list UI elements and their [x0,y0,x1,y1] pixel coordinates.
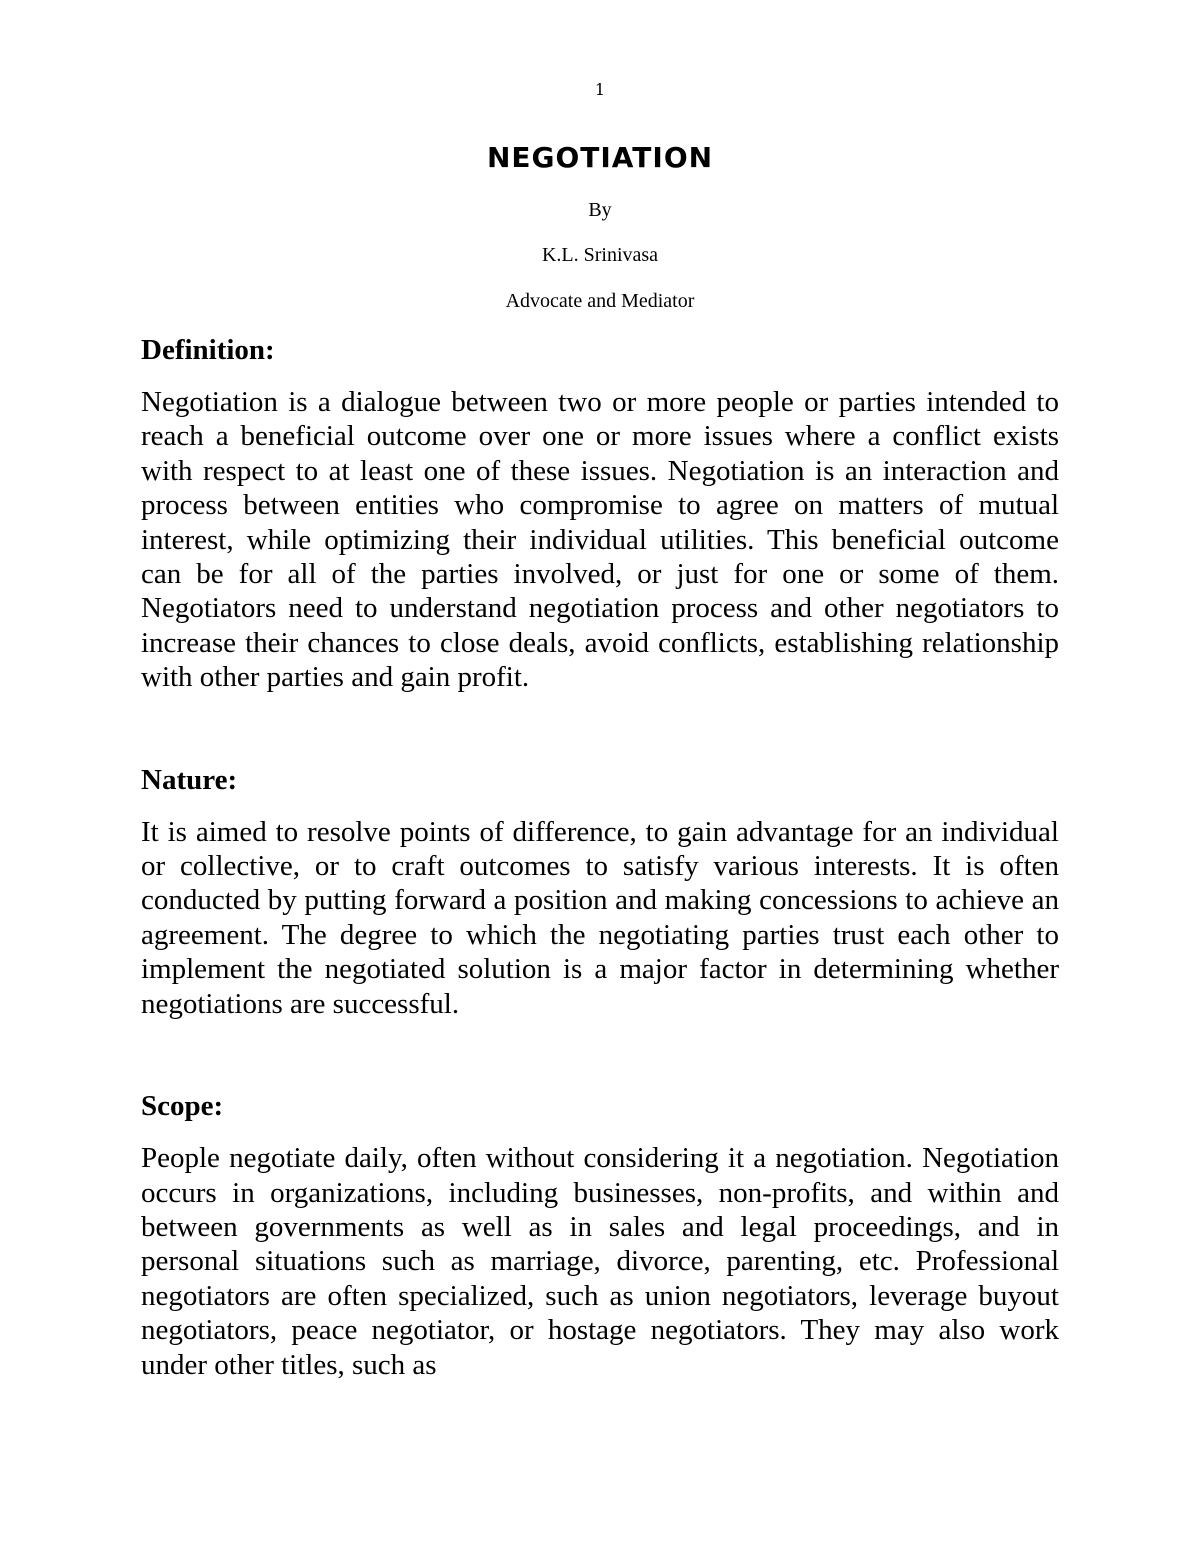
section-body-definition: Negotiation is a dialogue between two or more people or parties intended to reach a beneficial outcome over one or more issues where a conflict exists with respect to at least one of these issues. Negotiation is an interaction and process between entities who compromise to agree on matters of mutual interest, while optimizing their individual utilities. This beneficial outcome can be for all of the parties involved, or just for one or some of them. Negotiators need to understand negotiation process and other negotiators to increase their chances to close deals, avoid conflicts, establishing relationship with other parties and gain profit. [141,386,1059,694]
section-heading-nature: Nature: [141,763,238,796]
author-role: Advocate and Mediator [505,290,695,312]
author-name: K.L. Srinivasa [541,244,659,266]
section-body-scope: People negotiate daily, often without considering it a negotiation. Negotiation occurs in organizations, including businesses, non-profits, and within and between governments as well as in sales and legal proceedings, and in personal situations such as marriage, divorce, parenting, etc. Professional negotiators are often specialized, such as union negotiators, leverage buyout negotiators, peace negotiator, or hostage negotiators. They may also work under other titles, such as [141,1142,1059,1381]
document-title: NEGOTIATION [486,141,714,174]
section-scope [141,1089,1059,1382]
byline-label: By [588,199,612,221]
section-nature [141,763,1059,1021]
section-definition [141,333,1059,695]
section-heading-scope: Scope: [141,1090,224,1123]
page-number: 1 [594,80,606,99]
section-body-nature: It is aimed to resolve points of difference, to gain advantage for an individual or collective, or to craft outcomes to satisfy various interests. It is often conducted by putting forward a position and making concessions to achieve an agreement. The degree to which the negotiating parties trust each other to implement the negotiated solution is a major factor in determining whether negotiations are successful. [141,815,1059,1020]
document-body [141,333,1059,1382]
section-heading-definition: Definition: [141,334,275,366]
